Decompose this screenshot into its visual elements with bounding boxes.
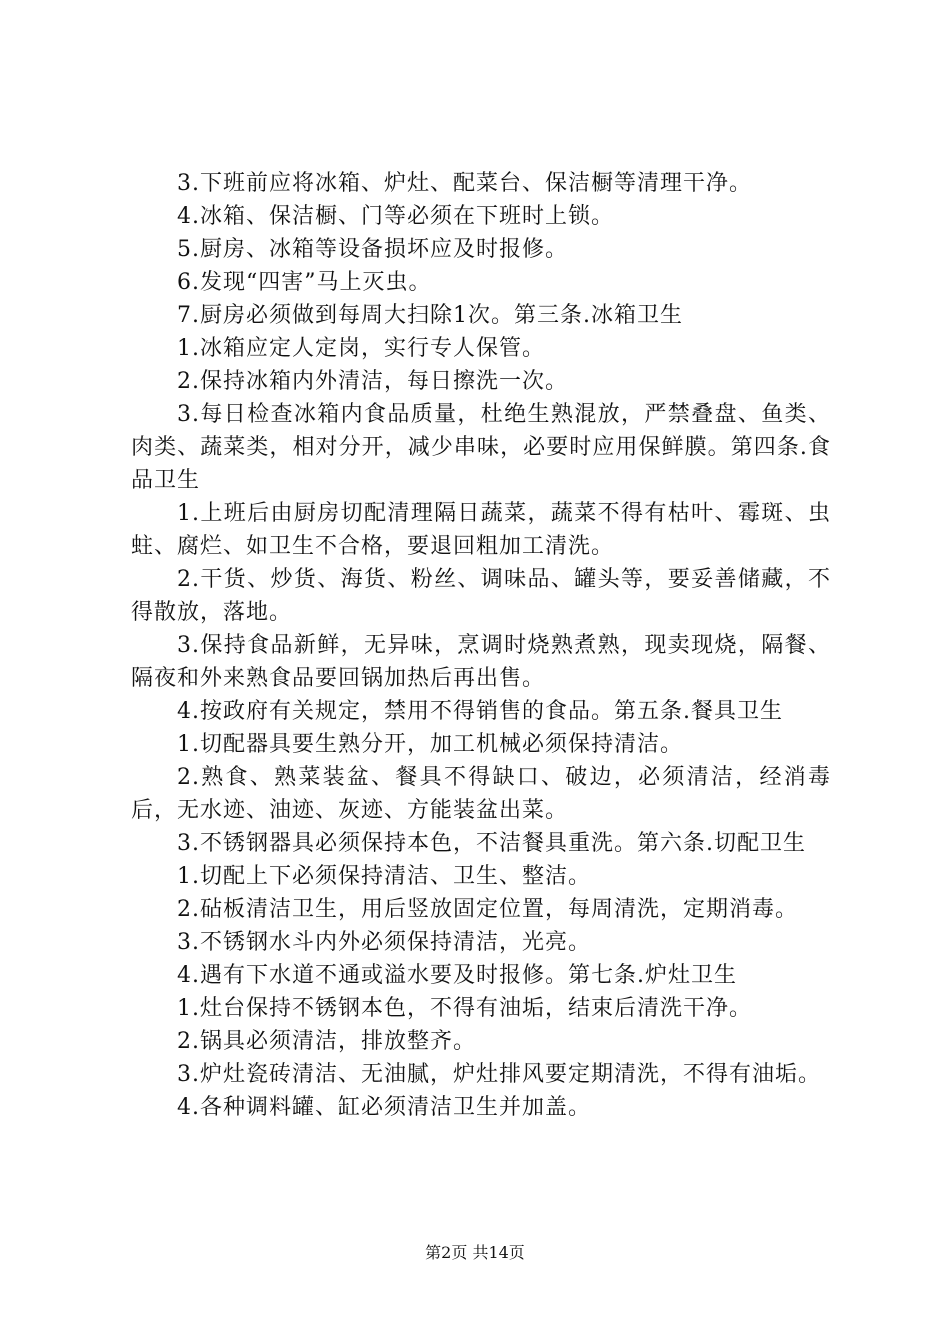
paragraph: 4.遇有下水道不通或溢水要及时报修。第七条.炉灶卫生 (177, 963, 737, 988)
paragraph: 3.每日检查冰箱内食品质量，杜绝生熟混放，严禁叠盘、鱼类、肉类、蔬菜类，相对分开，减少串味，必要时应用保鲜膜。第四条.食品卫生 (131, 402, 831, 493)
paragraph: 3.炉灶瓷砖清洁、无油腻，炉灶排风要定期清洗，不得有油垢。 (177, 1062, 821, 1087)
paragraph: 1.灶台保持不锈钢本色，不得有油垢，结束后清洗干净。 (177, 996, 752, 1021)
paragraph: 6.发现“四害”马上灭虫。 (177, 270, 432, 295)
paragraph: 2.干货、炒货、海货、粉丝、调味品、罐头等，要妥善储藏，不得散放，落地。 (131, 567, 831, 625)
paragraph: 3.不锈钢水斗内外必须保持清洁，光亮。 (177, 930, 591, 955)
page-number: 第2页 共14页 (425, 1243, 525, 1262)
paragraph: 2.锅具必须清洁，排放整齐。 (177, 1029, 476, 1054)
paragraph: 4.各种调料罐、缸必须清洁卫生并加盖。 (177, 1095, 591, 1120)
paragraph: 1.上班后由厨房切配清理隔日蔬菜，蔬菜不得有枯叶、霉斑、虫蛀、腐烂、如卫生不合格，要退回粗加工清洗。 (131, 501, 831, 559)
paragraph: 4.按政府有关规定，禁用不得销售的食品。第五条.餐具卫生 (177, 699, 783, 724)
paragraph: 7.厨房必须做到每周大扫除1次。第三条.冰箱卫生 (177, 303, 683, 328)
paragraph: 1.切配上下必须保持清洁、卫生、整洁。 (177, 864, 591, 889)
paragraph: 3.保持食品新鲜，无异味，烹调时烧熟煮熟，现卖现烧，隔餐、隔夜和外来熟食品要回锅加热后再出售。 (131, 633, 831, 691)
paragraph: 2.保持冰箱内外清洁，每日擦洗一次。 (177, 369, 568, 394)
paragraph: 5.厨房、冰箱等设备损坏应及时报修。 (177, 237, 568, 262)
paragraph: 3.不锈钢器具必须保持本色，不洁餐具重洗。第六条.切配卫生 (177, 831, 806, 856)
document-body (131, 167, 831, 1124)
page-footer (0, 1243, 950, 1263)
paragraph: 2.熟食、熟菜装盆、餐具不得缺口、破边，必须清洁，经消毒后，无水迹、油迹、灰迹、方能装盆出菜。 (131, 765, 831, 823)
paragraph: 4.冰箱、保洁橱、门等必须在下班时上锁。 (177, 204, 614, 229)
paragraph: 3.下班前应将冰箱、炉灶、配菜台、保洁橱等清理干净。 (177, 171, 752, 196)
paragraph: 2.砧板清洁卫生，用后竖放固定位置，每周清洗，定期消毒。 (177, 897, 798, 922)
paragraph: 1.冰箱应定人定岗，实行专人保管。 (177, 336, 545, 361)
paragraph: 1.切配器具要生熟分开，加工机械必须保持清洁。 (177, 732, 683, 757)
